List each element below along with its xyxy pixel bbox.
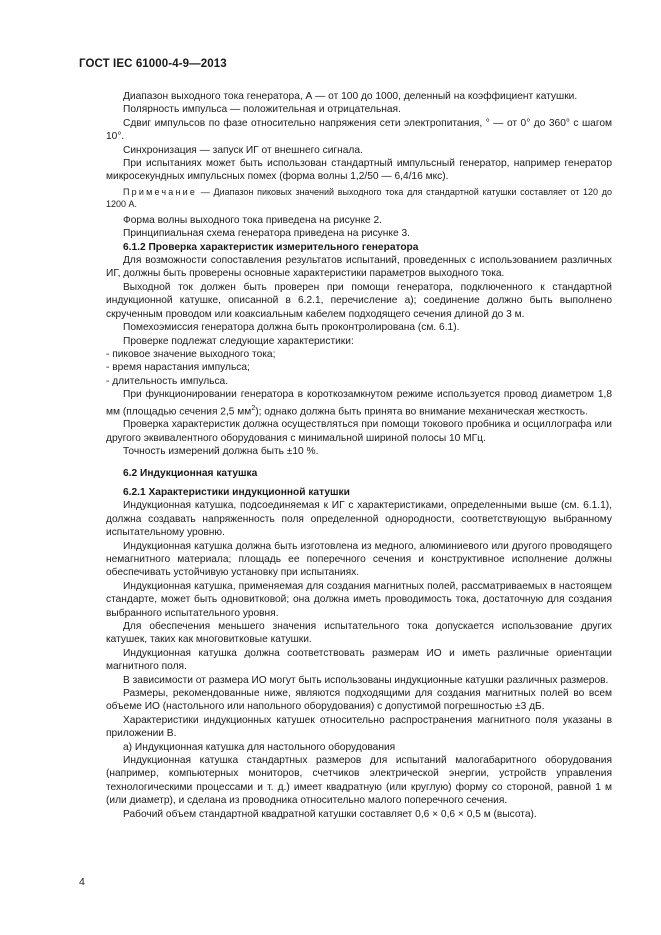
paragraph: Рабочий объем стандартной квадратной катушки составляет 0,6 × 0,6 × 0,5 м (высота).: [123, 808, 537, 820]
list-item: - пиковое значение выходного тока;: [106, 348, 276, 360]
paragraph: Диапазон выходного тока генератора, А — от 100 до 1000, деленный на коэффициент катушки.: [123, 91, 578, 102]
text-run: При функционировании генератора в короткозамкнутом режиме используется провод диаметром 1,8 мм (площадью сечения 2,5 мм: [106, 389, 612, 417]
paragraph: Индукционная катушка стандартных размеров для испытаний малогабаритного оборудования (например, компьютерных мониторов, счетчиков электрической энергии, устройств управления технологическими процессами и т. д.) имеет квадратную (или круглую) форму со стороной, равной 1 м (или диаметр), и сделана из проводника относительно малого поперечного сечения.: [106, 755, 612, 807]
paragraph: Синхронизация — запуск ИГ от внешнего сигнала.: [123, 144, 363, 156]
paragraph: При испытаниях может быть использован стандартный импульсный генератор, например генератор микросекундных импульсных помех (форма волны 1,2/50 — 6,4/16 мкс).: [106, 158, 612, 183]
list-item: - длительность импульса.: [106, 375, 229, 387]
note: [106, 186, 612, 210]
section-heading: 6.2 Индукционная катушка: [123, 467, 258, 479]
paragraph: Для возможности сопоставления результатов испытаний, проведенных с использованием различных ИГ, должны быть проверены основные характеристики параметров выходного тока.: [106, 255, 612, 280]
paragraph: Принципиальная схема генератора приведена на рисунке 3.: [123, 228, 410, 240]
paragraph: Сдвиг импульсов по фазе относительно напряжения сети электропитания, ° — от 0° до 360° с шагом 10°.: [106, 117, 612, 143]
paragraph: Индукционная катушка должна быть изготовлена из медного, алюминиевого или другого проводящего немагнитного материала; площадь ее поперечного сечения и конструктивное исполнение должны обеспечивать устойчивую установку при испытаниях.: [106, 540, 612, 579]
paragraph: Размеры, рекомендованные ниже, являются подходящими для создания магнитных полей во всем объеме ИО (настольного или напольного оборудования) с допустимой погрешностью ±3 дБ.: [106, 688, 612, 713]
paragraph: Индукционная катушка должна соответствовать размерам ИО и иметь различные ориентации магнитного поля.: [106, 647, 612, 673]
document-header: ГОСТ IEC 61000-4-9—2013: [79, 58, 227, 70]
superscript: 2: [251, 404, 256, 412]
paragraph: Характеристики индукционных катушек относительно распространения магнитного поля указаны в приложении В.: [106, 714, 612, 740]
text-run: ); однако должна быть принята во внимание механическая жесткость.: [255, 405, 588, 417]
paragraph: Форма волны выходного тока приведена на рисунке 2.: [123, 214, 383, 226]
paragraph: Выходной ток должен быть проверен при помощи генератора, подключенного к стандартной индукционной катушке, описанной в 6.2.1, перечисление а); соединение должно быть выполнено скрученным проводом или коаксиальным кабелем подходящего сечения длиной до 3 м.: [106, 281, 612, 320]
paragraph: Точность измерений должна быть ±10 %.: [123, 446, 319, 458]
paragraph: Для обеспечения меньшего значения испытательного тока допускается использование других катушек, таких как многовитковые катушки.: [106, 621, 612, 646]
paragraph: [106, 388, 612, 418]
paragraph: Проверка характеристик должна осуществляться при помощи токового пробника и осциллографа или другого эквивалентного оборудования с минимальной шириной полосы 10 МГц.: [106, 419, 612, 444]
paragraph: а) Индукционная катушка для настольного оборудования: [123, 741, 396, 753]
section-heading: 6.1.2 Проверка характеристик измерительного генератора: [123, 241, 419, 253]
page-content: [106, 90, 612, 821]
list-item: - время нарастания импульса;: [106, 362, 250, 374]
paragraph: Проверке подлежат следующие характеристики:: [123, 335, 354, 347]
note-label: Примечание: [123, 186, 198, 197]
paragraph: В зависимости от размера ИО могут быть использованы индукционные катушки различных размеров.: [123, 674, 609, 686]
note-text: — Диапазон пиковых значений выходного тока для стандартной катушки составляет от 120 до 1200 А.: [106, 186, 612, 209]
subsection-heading: 6.2.1 Характеристики индукционной катушки: [123, 486, 350, 498]
paragraph: Полярность импульса — положительная и отрицательная.: [123, 104, 401, 116]
page-number: 4: [79, 876, 85, 888]
paragraph: Индукционная катушка, применяемая для создания магнитных полей, рассматриваемых в настоящем стандарте, может быть одновитковой; она должна иметь проводимость тока, достаточную для создания выбранного испытательного уровня.: [106, 580, 612, 619]
paragraph: Помехоэмиссия генератора должна быть проконтролирована (см. 6.1).: [123, 322, 460, 334]
paragraph: Индукционная катушка, подсоединяемая к ИГ с характеристиками, определенными выше (см. 6.1.1), должна создавать напряженность поля определенной однородности, соответствующую выбранному испытательному уровню.: [106, 500, 612, 539]
